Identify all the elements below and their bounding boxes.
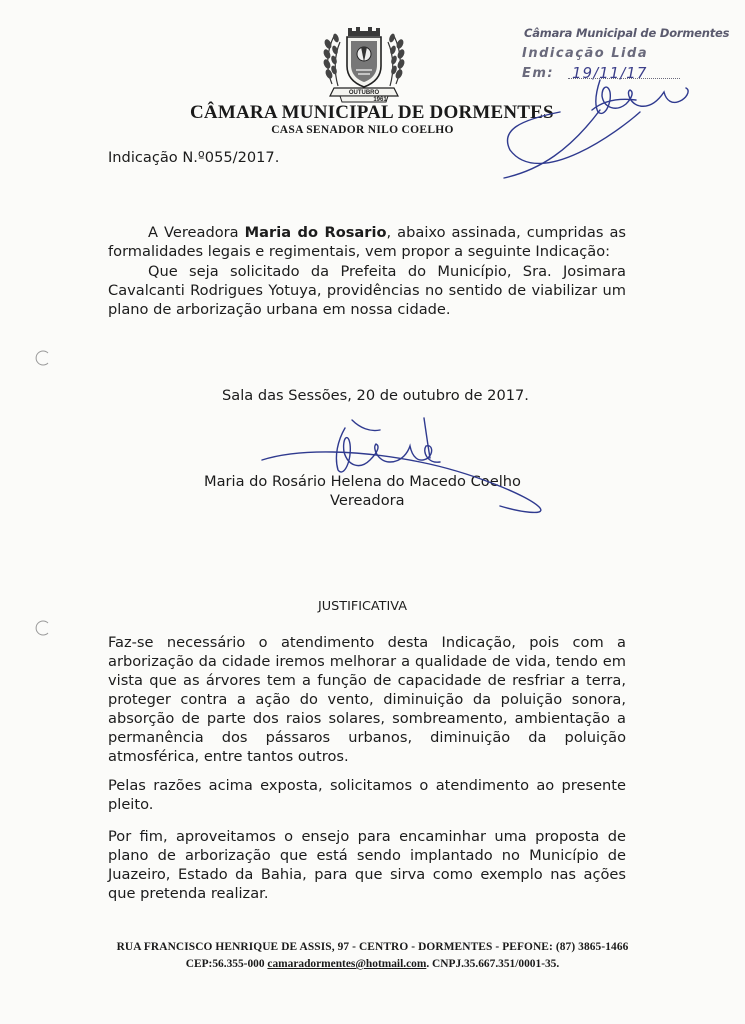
footer-address: RUA FRANCISCO HENRIQUE DE ASSIS, 97 - CENTRO - DORMENTES - PEFONE: (87) 3865-1466	[116, 941, 629, 953]
footer-cep: CEP:56.355-000	[185, 958, 268, 970]
punch-hole-icon	[34, 350, 50, 366]
justification-title: JUSTIFICATIVA	[318, 599, 407, 614]
footer-email[interactable]: camaradormentes@hotmail.com	[267, 958, 427, 970]
crest-month: OUTUBRO	[348, 90, 380, 96]
stamp-date-label: Em:	[522, 66, 555, 81]
coat-of-arms-icon	[314, 22, 414, 106]
request-paragraph: Que seja solicitado da Prefeita do Município, Sra. Josimara Cavalcanti Rodrigues Yotuya, providências no sentido de viabilizar um plano de arborização urbana em nossa cidade.	[108, 263, 626, 318]
footer-cnpj: . CNPJ.35.667.351/0001-35.	[426, 958, 560, 970]
org-name: CÂMARA MUNICIPAL DE DORMENTES	[190, 102, 554, 123]
stamp-read-label: Indicação Lida	[522, 46, 649, 61]
signer-name: Maria do Rosário Helena do Macedo Coelho	[204, 473, 521, 490]
stamp-rule	[568, 78, 680, 79]
stamp-date: 19/11/17	[572, 64, 648, 82]
stamp-title: Câmara Municipal de Dormentes	[524, 26, 730, 40]
justification-paragraph-2: Pelas razões acima exposta, solicitamos o atendimento ao presente pleito.	[108, 777, 626, 813]
opening-paragraph	[108, 223, 626, 261]
punch-hole-icon	[34, 620, 50, 636]
signer-role: Vereadora	[330, 492, 405, 509]
org-subtitle: CASA SENADOR NILO COELHO	[271, 124, 454, 136]
justification-paragraph-1: Faz-se necessário o atendimento desta Indicação, pois com a arborização da cidade iremos melhorar a qualidade de vida, tendo em vista que as árvores tem a função de capacidade de resfriar a terra, proteger contra a ação do vento, diminuição da poluição sonora, absorção de parte dos raios solares, sombreamento, ambientação a permanência dos pássaros urbanos, diminuição da poluição atmosférica, entre tantos outros.	[108, 634, 626, 765]
justification-paragraph-3: Por fim, aproveitamos o ensejo para encaminhar uma proposta de plano de arborização que está sendo implantado no Município de Juazeiro, Estado da Bahia, para que sirva como exemplo nas ações que pretenda realizar.	[108, 828, 626, 902]
receipt-stamp	[510, 22, 730, 132]
place-date: Sala das Sessões, 20 de outubro de 2017.	[222, 387, 529, 404]
para1-intro: A Vereadora	[148, 224, 245, 241]
para1-rest: , abaixo assinada, cumpridas as formalidades legais e regimentais, vem propor a seguinte Indicação:	[108, 224, 627, 260]
crest-year: 1961	[373, 97, 387, 103]
indication-number: Indicação N.º055/2017.	[108, 149, 280, 166]
footer-contact	[0, 958, 745, 970]
councilwoman-name: Maria do Rosario	[244, 224, 387, 241]
